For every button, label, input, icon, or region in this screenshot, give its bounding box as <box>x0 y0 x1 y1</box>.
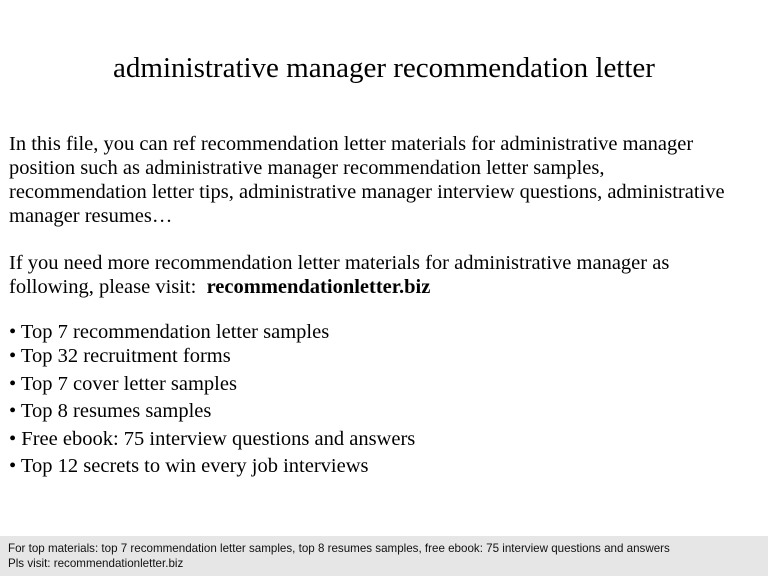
list-item: • Top 8 resumes samples <box>9 400 212 422</box>
intro-line: manager resumes… <box>9 205 173 227</box>
footer-line: For top materials: top 7 recommendation letter samples, top 8 resumes samples, free ebook: 75 interview questions and answers <box>8 542 670 555</box>
list-item: • Top 7 cover letter samples <box>9 372 237 395</box>
list-item: • Free ebook: 75 interview questions and answers <box>9 427 416 450</box>
intro-line: In this file, you can ref recommendation letter materials for administrative manager <box>9 133 694 155</box>
materials-list <box>9 320 761 482</box>
document-title: administrative manager recommendation letter <box>113 52 655 84</box>
intro-line: recommendation letter tips, administrative manager interview questions, administrative <box>9 181 725 203</box>
website-link[interactable]: recommendationletter.biz <box>206 276 431 298</box>
intro-paragraph <box>9 132 761 228</box>
list-item: • Top 32 recruitment forms <box>9 345 231 367</box>
list-item: • Top 7 recommendation letter samples <box>9 321 330 343</box>
visit-prompt: following, please visit: <box>9 276 197 298</box>
more-info-paragraph <box>9 251 761 299</box>
list-item: • Top 12 secrets to win every job interviews <box>9 455 369 477</box>
more-info-line <box>9 275 761 299</box>
more-info-line: If you need more recommendation letter materials for administrative manager as <box>9 252 670 274</box>
footer-visit-line: Pls visit: recommendationletter.biz <box>8 557 184 570</box>
footer-banner <box>0 536 768 576</box>
intro-line: position such as administrative manager recommendation letter samples, <box>9 157 605 179</box>
